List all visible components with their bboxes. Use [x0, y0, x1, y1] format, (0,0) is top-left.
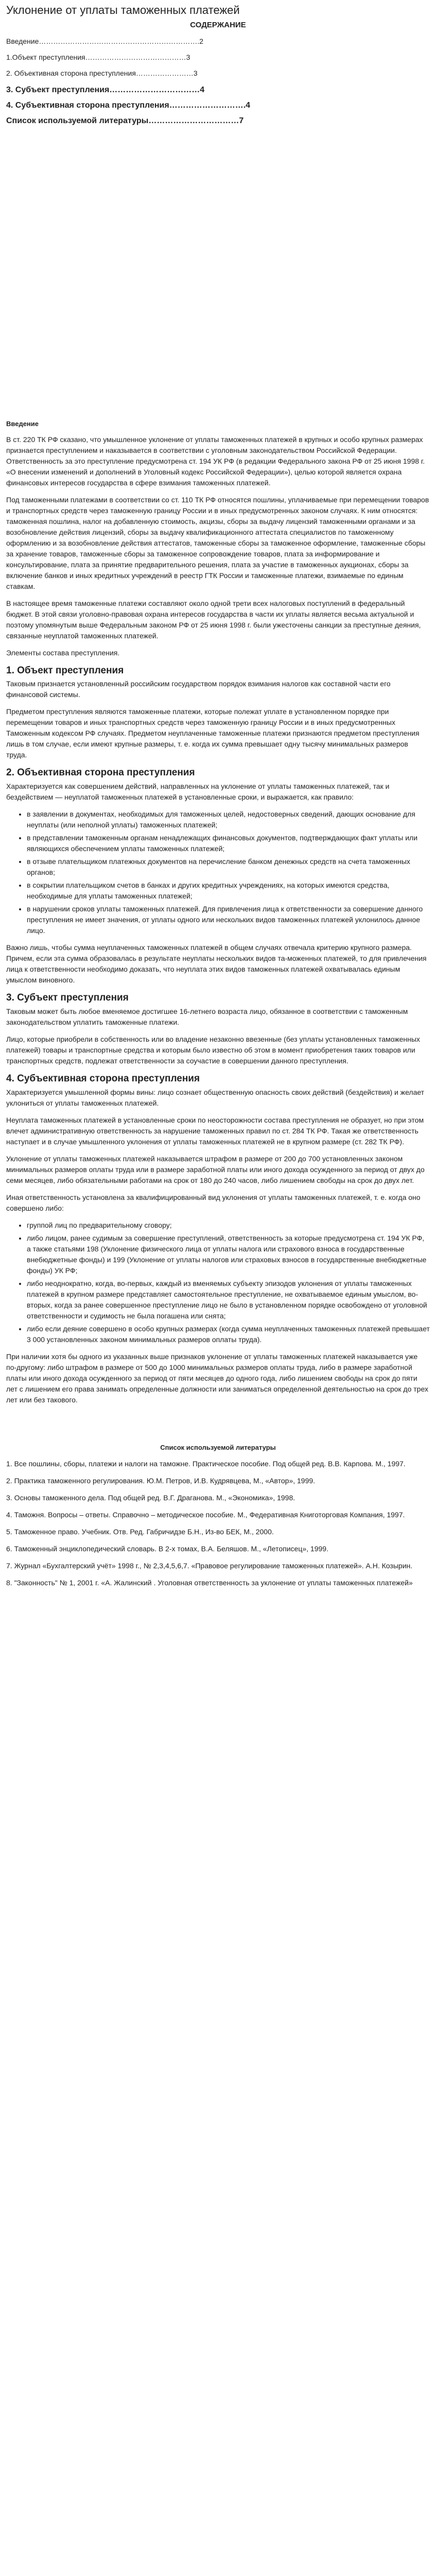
- literature-list: [6, 1443, 430, 1589]
- toc-item-bold: 3. Субъект преступления……………………………4: [6, 86, 205, 94]
- toc-item: Введение………………………………………………………….2: [6, 37, 204, 45]
- list-item: • в представлении таможенным органам ненадлежащих финансовых документов, подтверждающих факт уплаты или являющихся обеспечением уплаты таможенных платежей;: [27, 833, 430, 854]
- paragraph: Характеризуется как совершением действий, направленных на уклонение от уплаты таможенных платежей, так и бездействием — неуплатой таможенных платежей в установленные сроки, и выражается, как правило:: [6, 782, 390, 801]
- literature-item: 4. Таможня. Вопросы – ответы. Справочно – методическое пособие. М., Федеративная Книготорговая Компания, 1997.: [6, 1511, 405, 1519]
- list-item: • в сокрытии плательщиком счетов в банках и других кредитных учреждениях, на которых имеются средства, необходимые для уплаты таможенных платежей;: [27, 880, 430, 902]
- literature-heading: Список используемой литературы: [160, 1443, 276, 1451]
- paragraph: Неуплата таможенных платежей в установленные сроки по неосторожности состава преступления не образует, но при этом влечет административную ответственность за нарушение таможенных правил по ст. 284 ТК РФ. Такая же ответственность наступает и в случае умышленного уклонения от уплаты таможенных платежей не в крупном размере (ст. 282 ТК РФ).: [6, 1115, 424, 1146]
- section-heading: 1. Объект преступления: [6, 665, 124, 676]
- list-item: • группой лиц по предварительному сговору;: [27, 1220, 430, 1231]
- list-item: • в отзыве плательщиком платежных документов на перечисление банком денежных средств на счета таможенных органов;: [27, 856, 430, 878]
- literature-item: 5. Таможенное право. Учебник. Отв. Ред. Габричидзе Б.Н., Из-во БЕК, М., 2000.: [6, 1528, 274, 1536]
- section-objective: [6, 767, 430, 986]
- table-of-contents: [6, 20, 430, 128]
- page-break-space: [6, 1412, 430, 1443]
- literature-item: 8. "Законность" № 1, 2001 г. «А. Жалинский . Уголовная ответственность за уклонение от уплаты таможенных платежей»: [6, 1579, 413, 1587]
- literature-item: 7. Журнал «Бухгалтерский учёт» 1998 г., № 2,3,4,5,6,7. «Правовое регулирование таможенных платежей». А.Н. Козырин.: [6, 1562, 413, 1570]
- list-item: • либо неоднократно, когда, во-первых, каждый из вменяемых субъекту эпизодов уклонения от уплаты таможенных платежей в крупном размере представляет самостоятельное преступление, не охватываемое единым умыслом, во-вторых, когда за ранее совершенное преступление лицо не было в установленном порядке освобождено от уголовной ответственности и судимость не была погашена или снята;: [27, 1278, 430, 1321]
- list-item: • в заявлении в документах, необходимых для таможенных целей, недостоверных сведений, дающих основание для неуплаты (или неполной уплаты) таможенных платежей;: [27, 809, 430, 831]
- bullet-list: [6, 1220, 430, 1345]
- paragraph: Важно лишь, чтобы сумма неуплаченных таможенных платежей в общем случаях отвечала критерию крупного размера. Причем, если эта сумма образовалась в результате неуплаты нескольких видов та-моженных платежей, то для привлечения лица к ответственности необходимо доказать, что неуплата этих видов таможенных платежей охватывалась единым умыслом виновного.: [6, 943, 427, 984]
- paragraph: Предметом преступления являются таможенные платежи, которые полежат уплате в установленном порядке при перемещении товаров и иных транспортных средств через таможенную границу России и в иных предусмотренных Таможенным кодексом РФ случаях. Предметом неуплаченные таможенные платежи признаются предметом преступления лишь в том случае, если имеют крупные размеры, т. е. когда их сумма превышает одну тысячу минимальных размеров труда.: [6, 707, 420, 759]
- toc-item-bold: Список используемой литературы……………………………7: [6, 116, 244, 125]
- list-item: • либо если деяние совершено в особо крупных размерах (когда сумма неуплаченных таможенных платежей превышает 3 000 установленных законом минимальных размеров оплаты труда).: [27, 1324, 430, 1345]
- paragraph: Таковым признается установленный российским государством порядок взимания налогов как составной части его финансовой системы.: [6, 680, 391, 699]
- literature-item: 3. Основы таможенного дела. Под общей ред. В.Г. Драганова. М., «Экономика», 1998.: [6, 1494, 295, 1502]
- paragraph: В ст. 220 ТК РФ сказано, что умышленное уклонение от уплаты таможенных платежей в крупных и особо крупных размерах признается преступлением и наказывается в соответствии с уголовным законодательством Российской Федерации. Ответственность за это преступление предусмотрена ст. 194 УК РФ (в редакции Федерального закона РФ от 25 июня 1998 г. «О внесении изменений и дополнений в Уголовный кодекс Российской Федерации»), целью которой является охрана финансовых интересов государства в сфере взимания таможенных платежей.: [6, 435, 425, 487]
- paragraph: Уклонение от уплаты таможенных платежей наказывается штрафом в размере от 200 до 700 установленных законом минимальных размеров оплаты труда или в размере заработной платы или иного дохода осужденного за период от двух до семи месяцев, либо обязательными работами на срок от 180 до 240 часов, либо лишением свободы на срок до двух лет.: [6, 1154, 425, 1184]
- introduction: [6, 419, 430, 658]
- list-item: • либо лицом, ранее судимым за совершение преступлений, ответственность за которые предусмотрена ст. 194 УК РФ, а также статьями 198 (Уклонение физического лица от уплаты налога или страхового взноса в государственные внебюджетные фонды) и 199 (Уклонение от уплаты налогов или страховых взносов в государственные внебюджетные фонды) УК РФ;: [27, 1233, 430, 1276]
- list-item: • в нарушении сроков уплаты таможенных платежей. Для привлечения лица к ответственности за совершение данного преступления не имеет значения, от уплаты одного или нескольких видов таможенных платежей уклонилось данное лицо.: [27, 904, 430, 936]
- section-subject: [6, 992, 430, 1066]
- toc-heading: СОДЕРЖАНИЕ: [190, 20, 246, 29]
- paragraph: Лицо, которые приобрели в собственность или во владение незаконно ввезенные (без уплаты установленных таможенных платежей) товары и транспортные средства и которым было известно об этом в момент приобретения таких товаров или транспортных средств, подлежат ответственности за соучастие в совершении данного преступления.: [6, 1035, 420, 1065]
- paragraph: В настоящее время таможенные платежи составляют около одной трети всех налоговых поступлений в федеральный бюджет. В этой связи уголовно-правовая охрана интересов государства в части их уплаты является весьма актуальной и поэтому упомянутым выше Федеральным законом РФ от 25 июня 1998 г. были ужесточены санкции за преступные деяния, связанные неуплатой таможенных платежей.: [6, 599, 421, 640]
- paragraph: Характеризуется умышленной формы вины: лицо сознает общественную опасность своих действий (бездействия) и желает уклониться от уплаты таможенных платежей.: [6, 1088, 425, 1107]
- section-subjective: [6, 1073, 430, 1405]
- bullet-list: [6, 809, 430, 936]
- section-object: [6, 665, 430, 761]
- section-heading: 2. Объективная сторона преступления: [6, 767, 195, 778]
- paragraph: Иная ответственность установлена за квалифицированный вид уклонения от уплаты таможенных платежей, т. е. когда оно совершено либо:: [6, 1193, 421, 1212]
- page-break-space: [6, 130, 430, 419]
- paragraph: Таковым может быть любое вменяемое достигшее 16-летнего возраста лицо, обязанное в соответствии с таможенным законодательством уплатить таможенные платежи.: [6, 1007, 408, 1026]
- intro-heading: Введение: [6, 420, 39, 428]
- toc-item: 1.Объект преступления……………………………………3: [6, 53, 190, 61]
- literature-item: 1. Все пошлины, сборы, платежи и налоги на таможне. Практическое пособие. Под общей ред. В.В. Карпова. М., 1997.: [6, 1460, 406, 1468]
- paragraph: Под таможенными платежами в соответствии со ст. 110 ТК РФ относятся пошлины, уплачиваемые при перемещении товаров и транспортных средств через таможенную границу России и в иных предусмотренных законом случаях. К ним относятся: таможенная пошлина, налог на добавленную стоимость, акцизы, сборы за выдачу лицензий таможенными органами и за возобновление действия лицензий, сборы за выдачу квалификационного аттестата специалистов по таможенному оформлению и за возобновление действия аттестатов, таможенные сборы за таможенное оформление, таможенные сборы за хранение товаров, таможенные сборы за таможенное сопровождение товаров, плата за информирование и консультирование, плата за принятие предварительного решения, плата за участие в таможенных аукционах, сборы за включение банков и иных кредитных учреждений в реестр ГТК России и таможенные платежи, взимаемые по единым ставкам.: [6, 495, 429, 590]
- section-heading: 3. Субъект преступления: [6, 992, 129, 1003]
- page-title: Уклонение от уплаты таможенных платежей: [6, 4, 240, 16]
- paragraph: При наличии хотя бы одного из указанных выше признаков уклонение от уплаты таможенных платежей наказывается уже по-другому: либо штрафом в размере от 500 до 1000 минимальных размеров оплаты труда, либо в размере заработной платы или иного дохода осужденного за период от пяти месяцев до одного года, либо лишением свободы на срок до пяти лет с лишением его права занимать определенные должности или заниматься определенной деятельностью на срок до трех лет или без такового.: [6, 1352, 428, 1404]
- literature-item: 6. Таможенный энциклопедический словарь. В 2-х томах, В.А. Беляшов. М., «Летописец», 1999.: [6, 1545, 328, 1553]
- literature-item: 2. Практика таможенного регулирования. Ю.М. Петров, И.В. Кудрявцева, М., «Автор», 1999.: [6, 1477, 316, 1485]
- section-heading: 4. Субъективная сторона преступления: [6, 1073, 200, 1084]
- toc-item: 2. Объективная сторона преступления……………………3: [6, 69, 198, 77]
- paragraph: Элементы состава преступления.: [6, 648, 120, 657]
- toc-item-bold: 4. Субъективная сторона преступления……………………….4: [6, 101, 251, 110]
